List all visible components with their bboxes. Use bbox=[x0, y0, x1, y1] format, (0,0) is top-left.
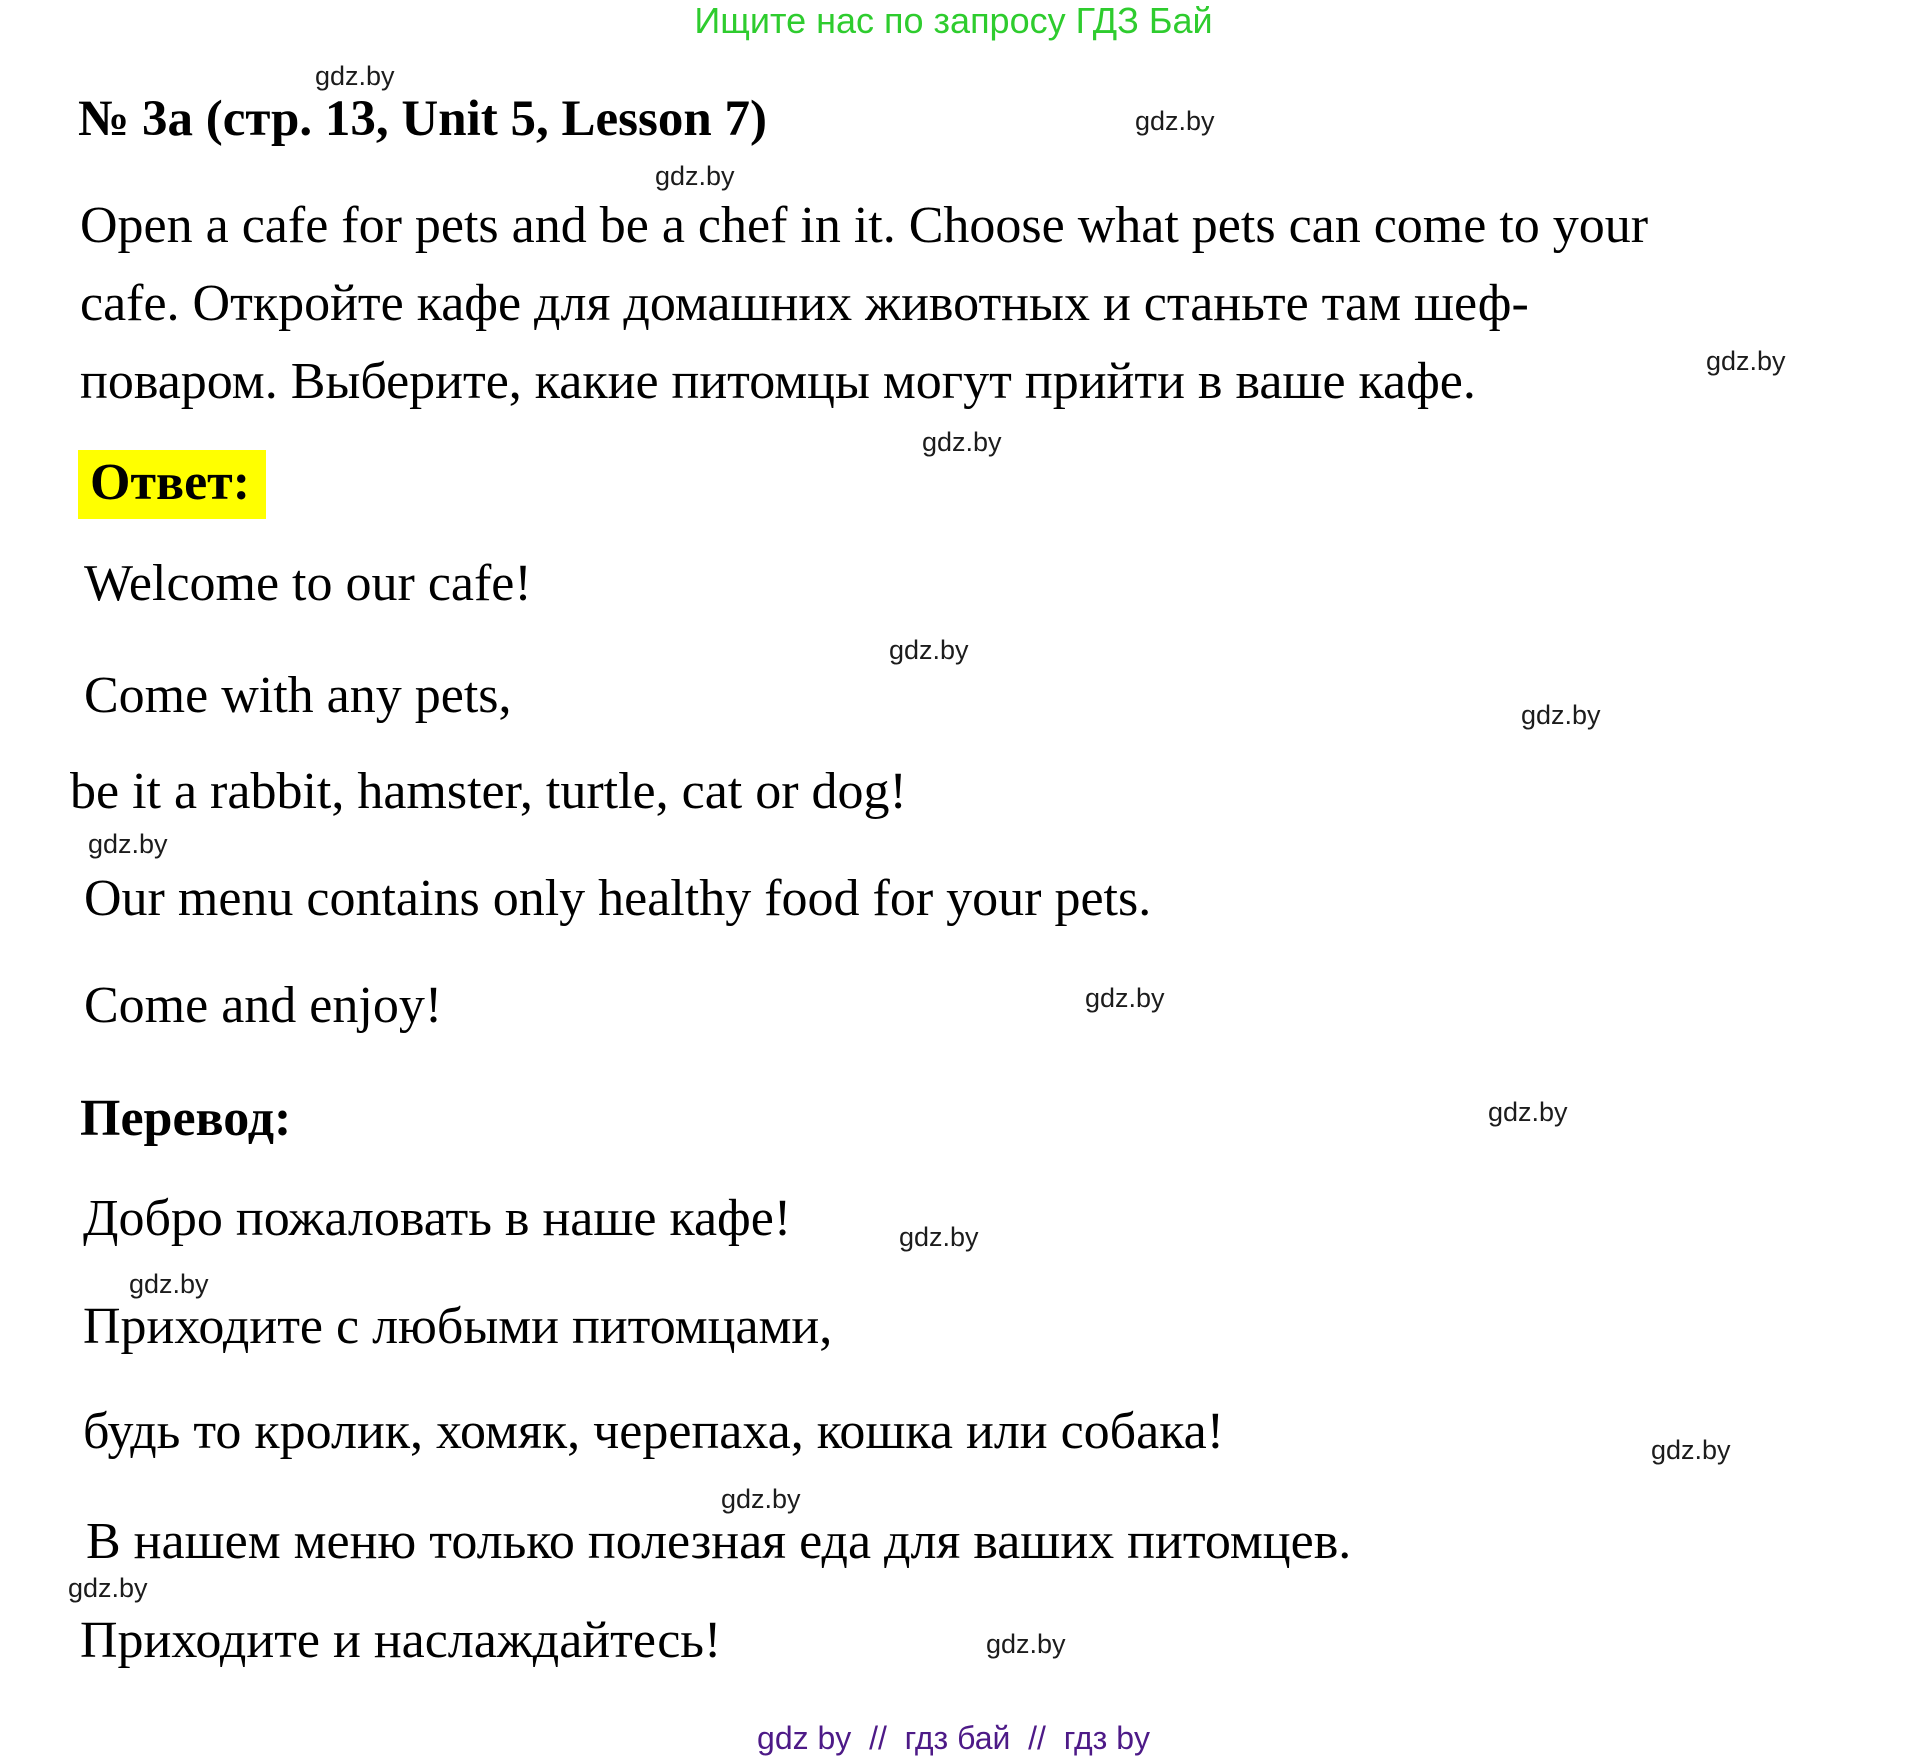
promo-banner: Ищите нас по запросу ГДЗ Бай bbox=[694, 0, 1213, 41]
answer-label: Ответ: bbox=[78, 450, 266, 519]
gdz-watermark: gdz.by bbox=[88, 829, 168, 859]
gdz-watermark: gdz.by bbox=[129, 1269, 209, 1299]
answer-line-2: Come with any pets, bbox=[84, 667, 512, 724]
translation-line-2: Приходите с любыми питомцами, bbox=[83, 1298, 833, 1355]
translation-label: Перевод: bbox=[80, 1090, 292, 1147]
gdz-watermark: gdz.by bbox=[889, 635, 969, 665]
exercise-title: № 3a (стр. 13, Unit 5, Lesson 7) bbox=[78, 91, 767, 147]
gdz-watermark: gdz.by bbox=[986, 1629, 1066, 1659]
answer-line-3: be it a rabbit, hamster, turtle, cat or dog! bbox=[70, 763, 907, 820]
gdz-watermark: gdz.by bbox=[721, 1484, 801, 1514]
answer-line-4: Our menu contains only healthy food for your pets. bbox=[84, 870, 1152, 927]
gdz-watermark: gdz.by bbox=[899, 1222, 979, 1252]
gdz-watermark: gdz.by bbox=[922, 427, 1002, 457]
gdz-watermark: gdz.by bbox=[68, 1573, 148, 1603]
gdz-watermark: gdz.by bbox=[1651, 1435, 1731, 1465]
task-line-2: cafe. Откройте кафе для домашних животных и станьте там шеф- bbox=[80, 275, 1529, 332]
gdz-watermark: gdz.by bbox=[1085, 983, 1165, 1013]
gdz-watermark: gdz.by bbox=[1488, 1097, 1568, 1127]
answer-label-wrap bbox=[78, 450, 266, 519]
translation-line-3: будь то кролик, хомяк, черепаха, кошка или собака! bbox=[83, 1403, 1225, 1460]
gdz-watermark: gdz.by bbox=[655, 161, 735, 191]
gdz-watermark: gdz.by bbox=[1706, 346, 1786, 376]
translation-line-4: В нашем меню только полезная еда для ваших питомцев. bbox=[86, 1513, 1352, 1570]
translation-line-5: Приходите и наслаждайтесь! bbox=[80, 1612, 722, 1669]
translation-line-1: Добро пожаловать в наше кафе! bbox=[83, 1190, 792, 1247]
answer-line-5: Come and enjoy! bbox=[84, 977, 443, 1034]
footer-links[interactable]: gdz by // гдз бай // гдз by bbox=[757, 1720, 1150, 1756]
answer-line-1: Welcome to our cafe! bbox=[84, 555, 532, 612]
task-line-1: Open a cafe for pets and be a chef in it. Choose what pets can come to your bbox=[80, 197, 1649, 254]
gdz-watermark: gdz.by bbox=[315, 61, 395, 91]
gdz-watermark: gdz.by bbox=[1135, 106, 1215, 136]
task-line-3: поваром. Выберите, какие питомцы могут прийти в ваше кафе. bbox=[80, 353, 1476, 410]
gdz-watermark: gdz.by bbox=[1521, 700, 1601, 730]
